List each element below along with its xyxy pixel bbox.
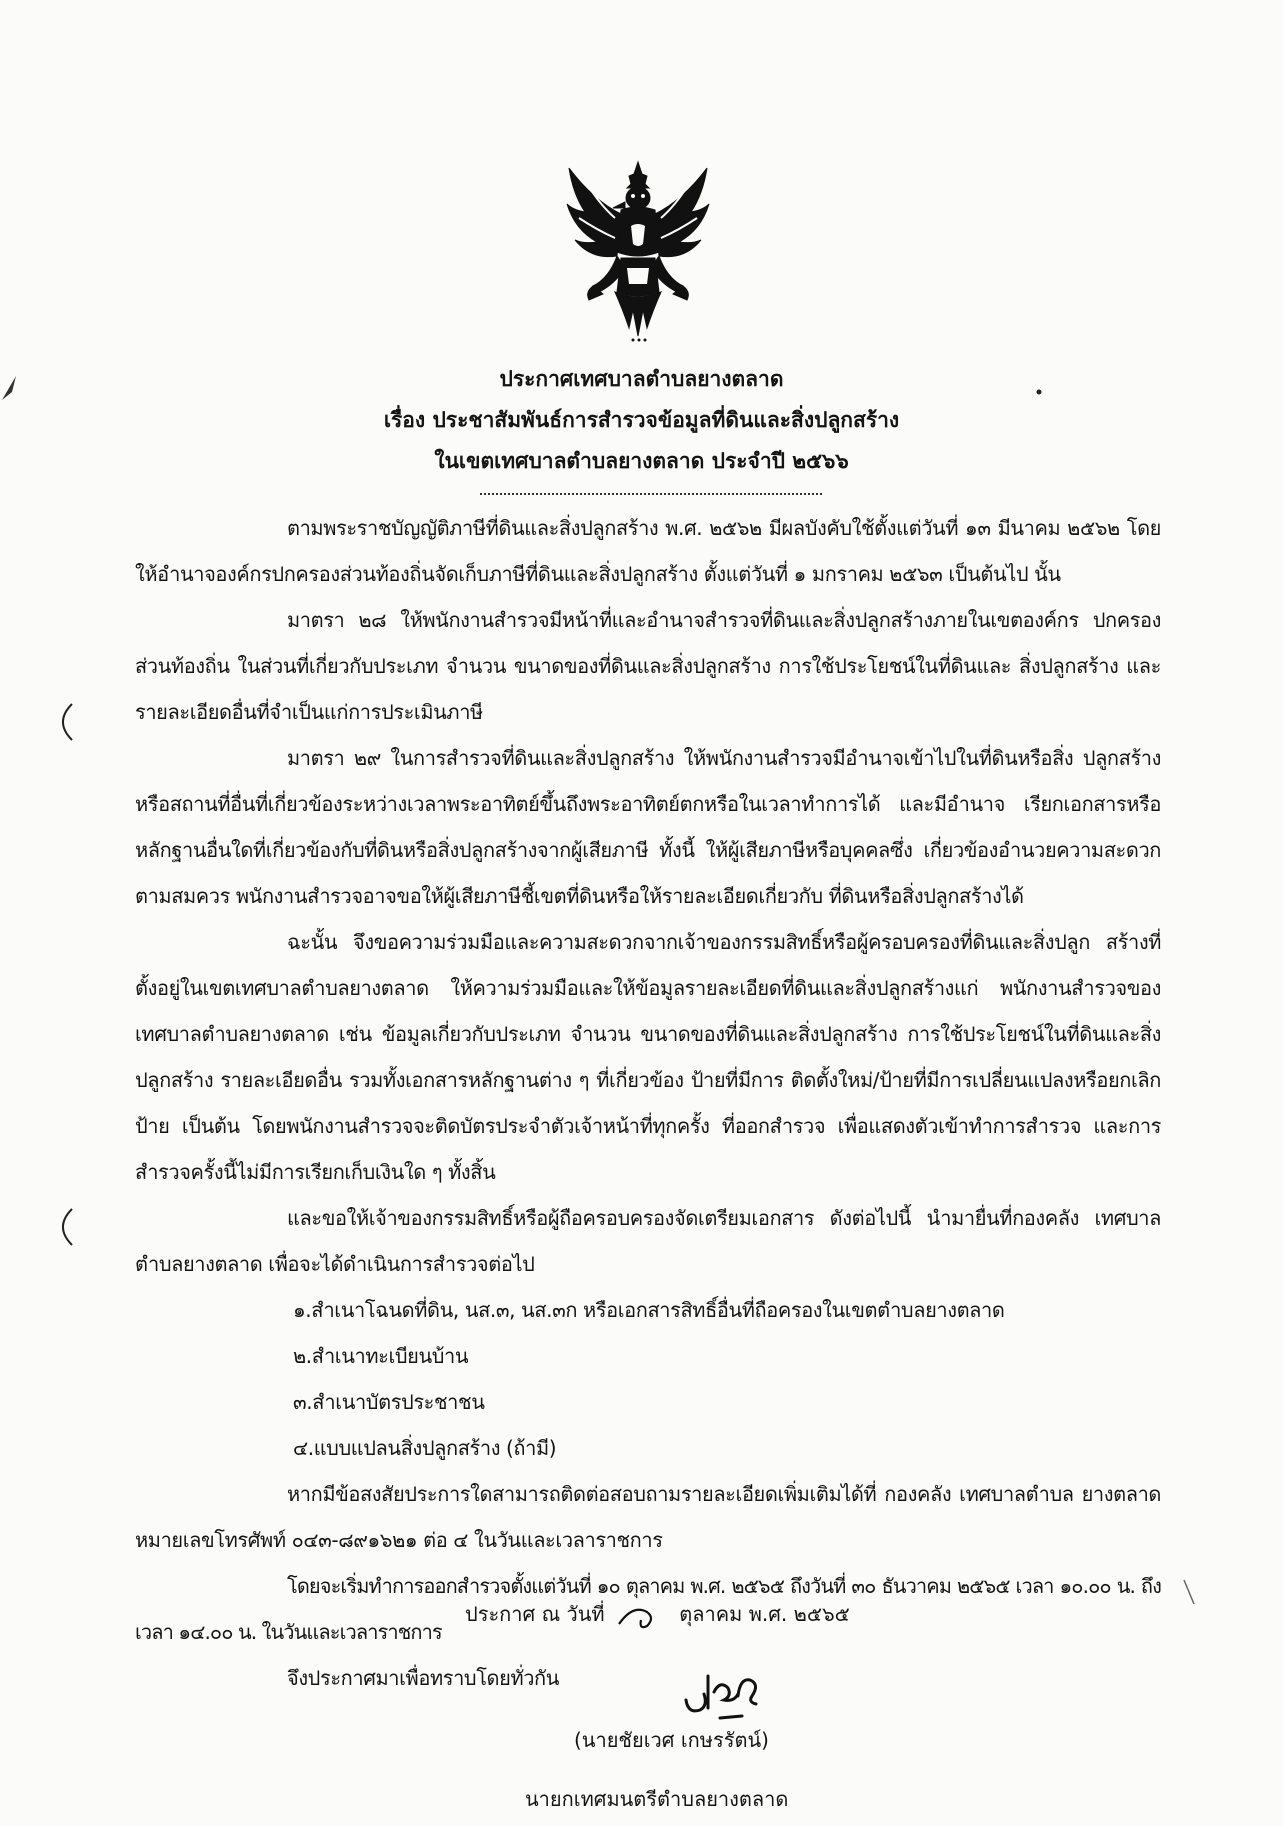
- document-list-item: ๓.สำเนาบัตรประชาชน: [293, 1390, 485, 1414]
- paragraph-closing: จึงประกาศมาเพื่อทราบโดยทั่วกัน: [287, 1666, 560, 1690]
- garuda-emblem-logo: [563, 160, 713, 342]
- title-divider: [480, 493, 822, 495]
- announce-date-prefix: ประกาศ ณ วันที่: [465, 1602, 605, 1626]
- scan-mark: [1182, 1578, 1196, 1606]
- announcement-subject: เรื่อง ประชาสัมพันธ์การสำรวจข้อมูลที่ดินและสิ่งปลูกสร้าง: [383, 408, 900, 432]
- document-list-item: ๑.สำเนาโฉนดที่ดิน, นส.๓, นส.๓ก หรือเอกสารสิทธิ์อื่นที่ถือครองในเขตตำบลยางตลาด: [293, 1298, 1005, 1322]
- signer-position: นายกเทศมนตรีตำบลยางตลาด: [525, 1787, 789, 1811]
- document-list-item: ๔.แบบแปลนสิ่งปลูกสร้าง (ถ้ามี): [293, 1436, 557, 1460]
- punch-hole-mark: [52, 700, 76, 744]
- announcement-title: ประกาศเทศบาลตำบลยางตลาด: [499, 367, 784, 391]
- paragraph-schedule: โดยจะเริ่มทำการออกสำรวจตั้งแต่วันที่ ๑๐ ตุลาคม พ.ศ. ๒๕๖๕ ถึงวันที่ ๓๐ ธันวาคม ๒๕๖๕ เวลา ๑๐.๐๐ น. ถึงเวลา ๑๔.๐๐ น. ในวันและเวลาราชการ: [135, 1574, 1161, 1644]
- paragraph-documents: และขอให้เจ้าของกรรมสิทธิ์หรือผู้ถือครอบครองจัดเตรียมเอกสาร ดังต่อไปนี้ นำมายื่นที่กองคลัง เทศบาลตำบลยางตลาด เพื่อจะได้ดำเนินการสำรวจต่อไป: [135, 1206, 1161, 1276]
- paragraph-contact: หากมีข้อสงสัยประการใดสามารถติดต่อสอบถามรายละเอียดเพิ่มเติมได้ที่ กองคลัง เทศบาลตำบล ยางตลาด หมายเลขโทรศัพท์ ๐๔๓-๘๙๑๖๒๑ ต่อ ๔ ในวันและเวลาราชการ: [135, 1482, 1161, 1552]
- paragraph-request: ฉะนั้น จึงขอความร่วมมือและความสะดวกจากเจ้าของกรรมสิทธิ์หรือผู้ครอบครองที่ดินและสิ่งปลูก สร้างที่ตั้งอยู่ในเขตเทศบาลตำบลยางตลาด ให้ความร่วมมือและให้ข้อมูลรายละเอียดที่ดินและสิ่งปลูกสร้างแก่ พนักงานสำรวจของเทศบาลตำบลยางตลาด เช่น ข้อมูลเกี่ยวกับประเภท จำนวน ขนาดของที่ดินและสิ่งปลูกสร้าง การใช้ประโยชน์ในที่ดินและสิ่งปลูกสร้าง รายละเอียดอื่น รวมทั้งเอกสารหลักฐานต่าง ๆ ที่เกี่ยวข้อง ป้ายที่มีการ ติดตั้งใหม่/ป้ายที่มีการเปลี่ยนแปลงหรือยกเลิกป้าย เป็นต้น โดยพนักงานสำรวจจะติดบัตรประจำตัวเจ้าหน้าที่ทุกครั้ง ที่ออกสำรวจ เพื่อแสดงตัวเข้าทำการสำรวจ และการสำรวจครั้งนี้ไม่มีการเรียกเก็บเงินใด ๆ ทั้งสิ้น: [135, 930, 1161, 1184]
- paragraph-intro: ตามพระราชบัญญัติภาษีที่ดินและสิ่งปลูกสร้าง พ.ศ. ๒๕๖๒ มีผลบังคับใช้ตั้งแต่วันที่ ๑๓ มีนาคม ๒๕๖๒ โดยให้อำนาจองค์กรปกครองส่วนท้องถิ่นจัดเก็บภาษีที่ดินและสิ่งปลูกสร้าง ตั้งแต่วันที่ ๑ มกราคม ๒๕๖๓ เป็นต้นไป นั้น: [135, 516, 1161, 586]
- handwritten-day: [611, 1602, 673, 1630]
- punch-hole-mark: [52, 1205, 76, 1249]
- announce-date-suffix: ตุลาคม พ.ศ. ๒๕๖๕: [679, 1602, 850, 1626]
- paragraph-section-29: มาตรา ๒๙ ในการสำรวจที่ดินและสิ่งปลูกสร้าง ให้พนักงานสำรวจมีอำนาจเข้าไปในที่ดินหรือสิ่ง ปลูกสร้างหรือสถานที่อื่นที่เกี่ยวข้องระหว่างเวลาพระอาทิตย์ขึ้นถึงพระอาทิตย์ตกหรือในเวลาทำการได้ และมีอำนาจ เรียกเอกสารหรือหลักฐานอื่นใดที่เกี่ยวข้องกับที่ดินหรือสิ่งปลูกสร้างจากผู้เสียภาษี ทั้งนี้ ให้ผู้เสียภาษีหรือบุคคลซึ่ง เกี่ยวข้องอำนวยความสะดวกตามสมควร พนักงานสำรวจอาจขอให้ผู้เสียภาษีชี้เขตที่ดินหรือให้รายละเอียดเกี่ยวกับ ที่ดินหรือสิ่งปลูกสร้างได้: [135, 746, 1161, 908]
- announcement-body: [135, 505, 1161, 1701]
- handwritten-signature: [680, 1666, 780, 1726]
- announcement-subject-line2: ในเขตเทศบาลตำบลยางตลาด ประจำปี ๒๕๖๖: [434, 449, 849, 473]
- signer-name: (นายชัยเวศ เกษรรัตน์): [574, 1728, 769, 1752]
- paragraph-section-28: มาตรา ๒๘ ให้พนักงานสำรวจมีหน้าที่และอำนาจสำรวจที่ดินและสิ่งปลูกสร้างภายในเขตองค์กร ปกครองส่วนท้องถิ่น ในส่วนที่เกี่ยวกับประเภท จำนวน ขนาดของที่ดินและสิ่งปลูกสร้าง การใช้ประโยชน์ในที่ดินและ สิ่งปลูกสร้าง และรายละเอียดอื่นที่จำเป็นแก่การประเมินภาษี: [135, 608, 1161, 724]
- announce-date-line: [465, 1598, 850, 1630]
- document-list-item: ๒.สำเนาทะเบียนบ้าน: [293, 1344, 469, 1368]
